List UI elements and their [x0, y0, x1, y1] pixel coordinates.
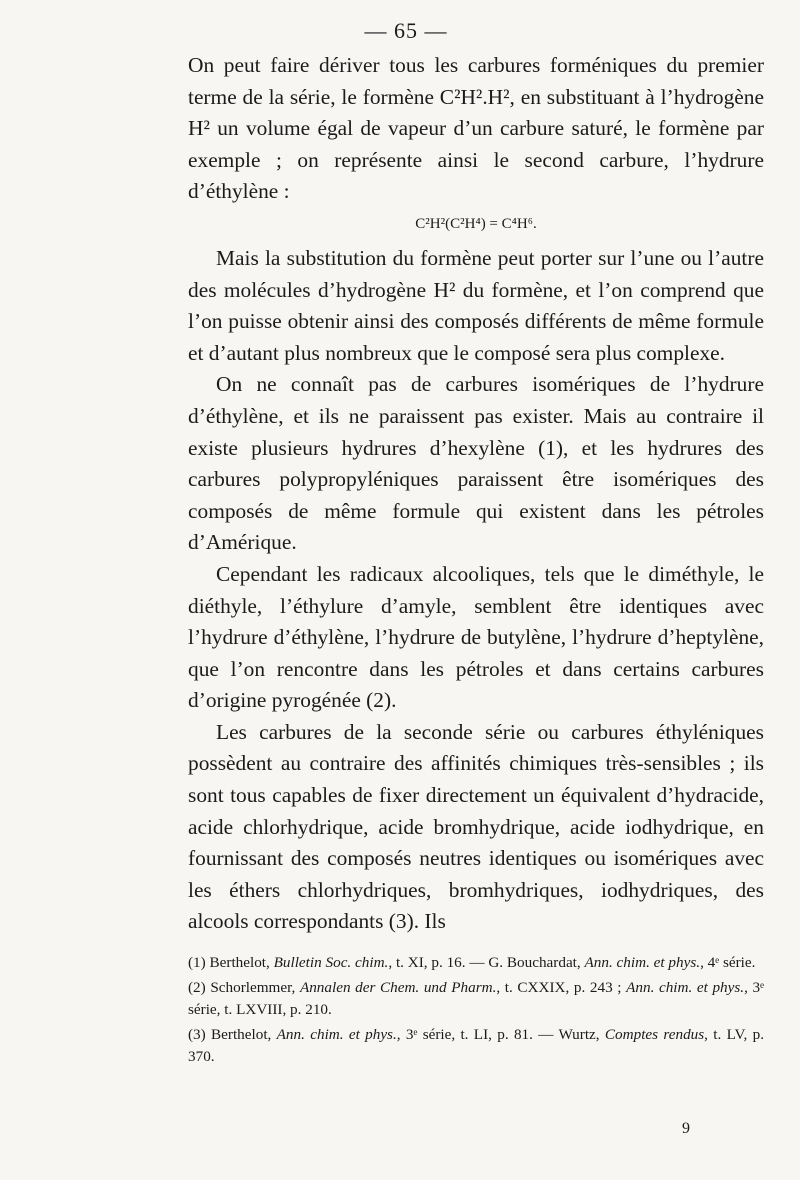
footnote-journal: Comptes rendus: [604, 1025, 705, 1043]
footnote-journal: Ann. chim. et phys.: [626, 978, 745, 996]
footnote-text: Schorlemmer,: [205, 978, 300, 996]
footnote-text: , t. CXXIX, p. 243 ;: [496, 978, 627, 996]
page-number-header: — 65 —: [364, 18, 448, 43]
footnote-text: , 4ᵉ série.: [700, 954, 756, 972]
footnote-text: Berthelot,: [205, 1025, 277, 1043]
footnote-text: Berthelot,: [205, 954, 274, 972]
footnote-number: (1): [188, 954, 206, 972]
footnote-journal: Ann. chim. et phys.: [584, 954, 701, 972]
footnote-text: , 3ᵉ série, t. LI, p. 81. — Wurtz,: [396, 1025, 605, 1043]
footnote-2: [188, 977, 764, 1022]
footnote-number: (3): [188, 1025, 206, 1043]
footnote-journal: Annalen der Chem. und Pharm.: [299, 978, 497, 996]
footnote-text: , t. LV, p. 370.: [188, 1025, 764, 1066]
footnote-1: [188, 952, 764, 975]
footnote-number: (2): [188, 978, 206, 996]
paragraph-2: Mais la substitution du formène peut porter sur l’une ou l’autre des molécules d’hydrogène H² du formène, et l’on comprend que l’on puisse obtenir ainsi des composés différents de même formule et d’autant plus nombreux que le composé sera plus complexe.: [188, 245, 764, 365]
paragraph-4: Cependant les radicaux alcooliques, tels que le diméthyle, le diéthyle, l’éthylure d’amyle, semblent être identiques avec l’hydrure d’éthylène, l’hydrure de butylène, l’hydrure d’heptylène, que l’on rencontre dans les pétroles et dans certains carbures d’origine pyrogénée (2).: [188, 561, 764, 713]
footnote-journal: Ann. chim. et phys.: [276, 1025, 397, 1043]
signature-mark: 9: [682, 1120, 690, 1137]
footnote-journal: Bulletin Soc. chim.: [273, 954, 389, 972]
footnote-text: , t. XI, p. 16. — G. Bouchardat,: [388, 954, 585, 972]
paragraph-1: On peut faire dériver tous les carbures forméniques du premier terme de la série, le formène C²H².H², en substituant à l’hydrogène H² un volume égal de vapeur d’un carbure saturé, le formène par exemple ; on représente ainsi le second carbure, l’hydrure d’éthylène :: [188, 53, 764, 204]
paragraph-3: On ne connaît pas de carbures isomériques de l’hydrure d’éthylène, et ils ne paraissent pas exister. Mais au contraire il existe plusieurs hydrures d’hexylène (1), et les hydrures des carbures polypropyléniques paraissent être isomériques des composés de même formule qui existent dans les pétroles d’Amérique.: [188, 372, 764, 555]
formula: C²H²(C²H⁴) = C⁴H⁶.: [415, 215, 537, 232]
paragraph-5: Les carbures de la seconde série ou carbures éthyléniques possèdent au contraire des affinités chimiques très-sensibles ; ils sont tous capables de fixer directement un équivalent d’hydracide, acide chlorhydrique, acide bromhydrique, acide iodhydrique, en fournissant des composés neutres identiques ou isomériques avec les éthers chlorhydriques, bromhydriques, iodhydriques, des alcools correspondants (3). Ils: [188, 719, 764, 934]
footnotes: [188, 952, 764, 1069]
footnote-text: , 3ᵉ série, t. LXVIII, p. 210.: [188, 978, 764, 1019]
footnote-3: [188, 1024, 764, 1069]
